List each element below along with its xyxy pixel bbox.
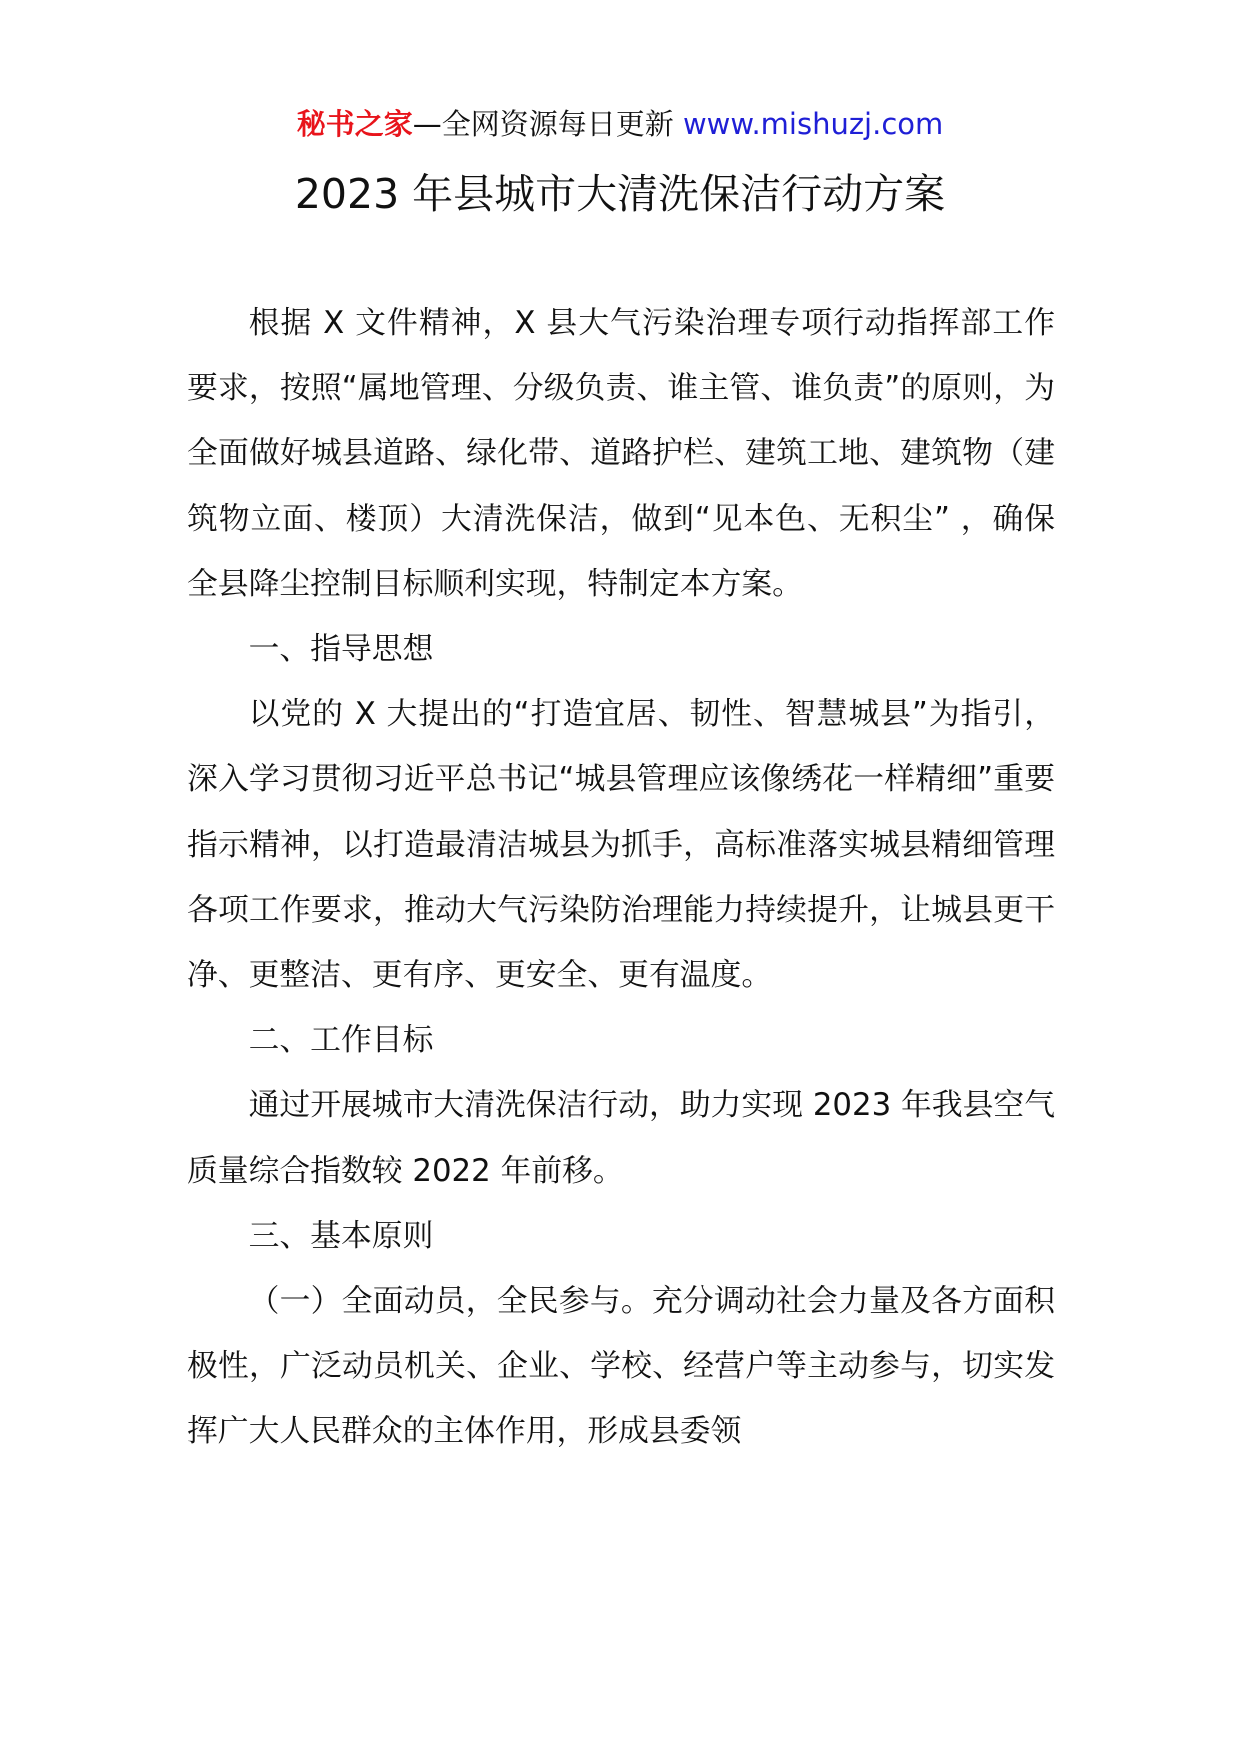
- section-heading-work-goals: 二、工作目标: [248, 1022, 434, 1059]
- site-url-link[interactable]: www.mishuzj.com: [682, 107, 944, 141]
- document-body: [187, 291, 1055, 1465]
- work-goals-paragraph: 通过开展城市大清洗保洁行动，助力实现 2023 年我县空气质量综合指数较 2022 年前移。: [187, 1087, 1055, 1189]
- section-heading-basic-principles: 三、基本原则: [248, 1217, 434, 1254]
- document-title: 2023 年县城市大清洗保洁行动方案: [294, 170, 946, 218]
- guiding-ideology-paragraph: 以党的 X 大提出的“打造宜居、韧性、智慧城县”为指引，深入学习贯彻习近平总书记“城县管理应该像绣花一样精细”重要指示精神，以打造最清洁城县为抓手，高标准落实城县精细管理各项工作要求，推动大气污染防治理能力持续提升，让城县更干净、更整洁、更有序、更安全、更有温度。: [187, 696, 1055, 994]
- basic-principles-paragraph: （一）全面动员，全民参与。充分调动社会力量及各方面积极性，广泛动员机关、企业、学校、经营户等主动参与，切实发挥广大人民群众的主体作用，形成县委领: [187, 1283, 1055, 1450]
- header-tagline: —全网资源每日更新: [412, 107, 674, 141]
- section-heading-guiding-ideology: 一、指导思想: [248, 631, 434, 668]
- brand-name: 秘书之家: [296, 107, 413, 141]
- site-header: [0, 104, 1240, 144]
- intro-paragraph: 根据 X 文件精神，X 县大气污染治理专项行动指挥部工作要求，按照“属地管理、分级负责、谁主管、谁负责”的原则，为全面做好城县道路、绿化带、道路护栏、建筑工地、建筑物（建筑物立面、楼顶）大清洗保洁，做到“见本色、无积尘” ，确保全县降尘控制目标顺利实现，特制定本方案。: [187, 305, 1055, 602]
